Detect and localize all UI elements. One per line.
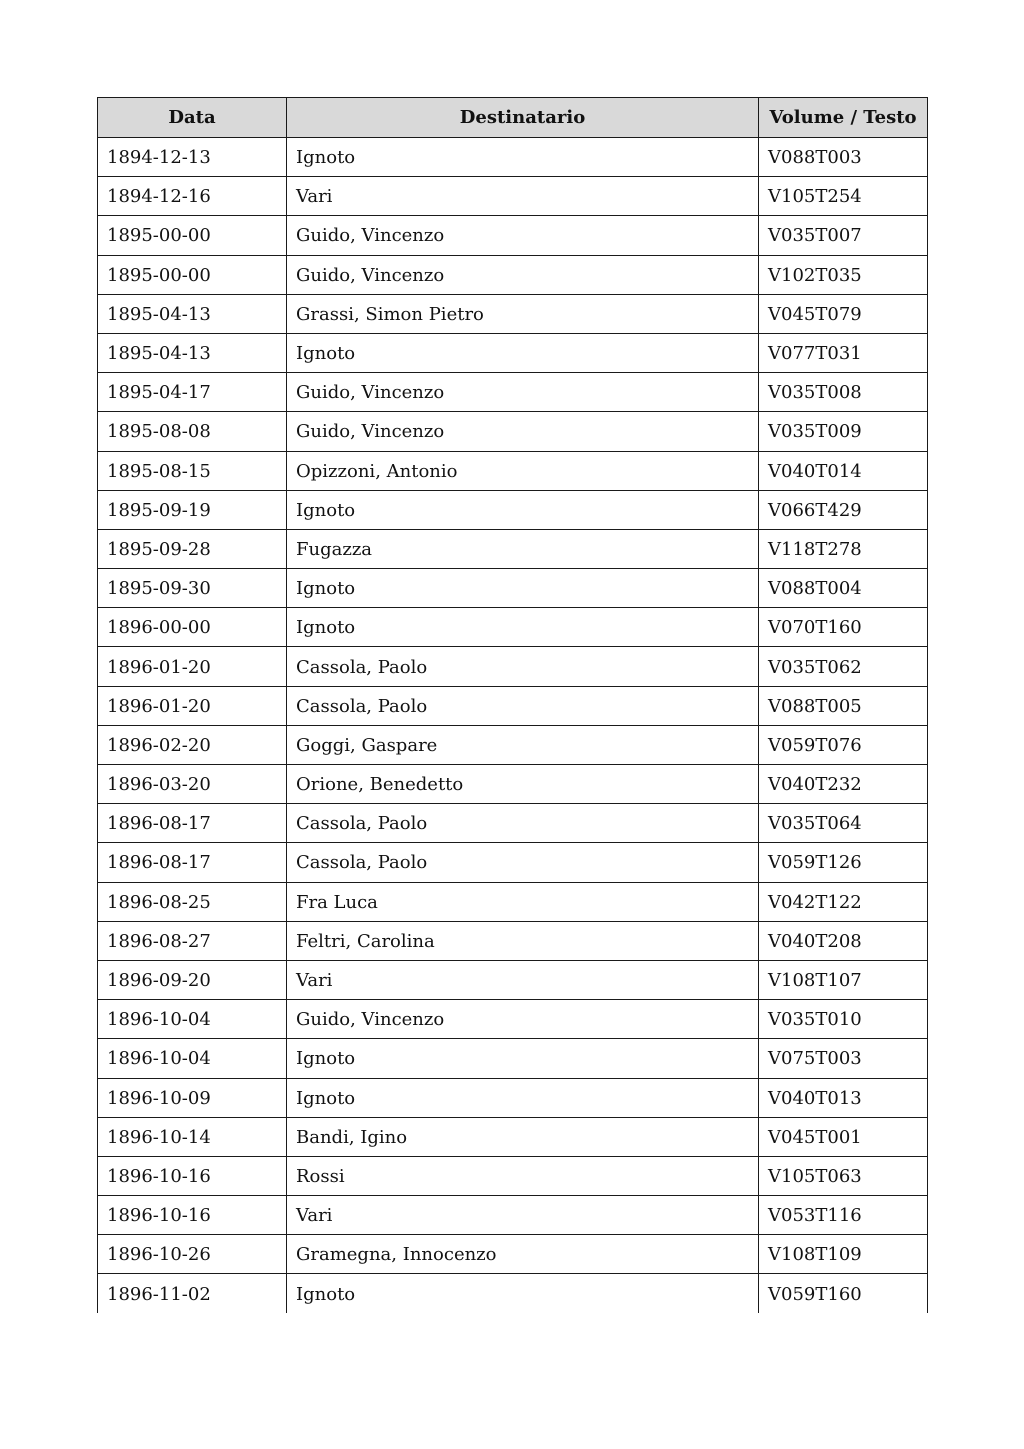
table-row (98, 1000, 928, 1039)
cell-date: 1896-01-20 (98, 686, 287, 725)
cell-volume-text: V053T116 (759, 1196, 928, 1235)
cell-volume-text: V108T109 (759, 1235, 928, 1274)
table-row (98, 294, 928, 333)
cell-recipient: Bandi, Igino (287, 1117, 759, 1156)
cell-recipient: Guido, Vincenzo (287, 216, 759, 255)
cell-recipient: Vari (287, 960, 759, 999)
cell-date: 1896-11-02 (98, 1274, 287, 1313)
cell-recipient: Guido, Vincenzo (287, 1000, 759, 1039)
cell-recipient: Fra Luca (287, 882, 759, 921)
table-row (98, 177, 928, 216)
cell-volume-text: V088T004 (759, 569, 928, 608)
cell-date: 1895-04-17 (98, 373, 287, 412)
cell-volume-text: V035T007 (759, 216, 928, 255)
cell-date: 1895-00-00 (98, 216, 287, 255)
table-row (98, 1274, 928, 1313)
cell-volume-text: V042T122 (759, 882, 928, 921)
cell-recipient: Grassi, Simon Pietro (287, 294, 759, 333)
cell-date: 1894-12-13 (98, 138, 287, 177)
cell-volume-text: V040T232 (759, 765, 928, 804)
table-row (98, 490, 928, 529)
table-row (98, 412, 928, 451)
cell-volume-text: V059T076 (759, 725, 928, 764)
cell-volume-text: V040T208 (759, 921, 928, 960)
header-date: Data (98, 98, 287, 138)
cell-volume-text: V108T107 (759, 960, 928, 999)
cell-date: 1895-09-28 (98, 529, 287, 568)
table-row (98, 960, 928, 999)
cell-volume-text: V105T254 (759, 177, 928, 216)
table-row (98, 569, 928, 608)
cell-date: 1896-08-17 (98, 843, 287, 882)
cell-volume-text: V040T014 (759, 451, 928, 490)
cell-date: 1896-01-20 (98, 647, 287, 686)
cell-volume-text: V070T160 (759, 608, 928, 647)
cell-date: 1896-10-16 (98, 1156, 287, 1195)
table-row (98, 921, 928, 960)
cell-date: 1896-02-20 (98, 725, 287, 764)
cell-volume-text: V075T003 (759, 1039, 928, 1078)
cell-date: 1896-09-20 (98, 960, 287, 999)
cell-date: 1895-00-00 (98, 255, 287, 294)
header-volume-text: Volume / Testo (759, 98, 928, 138)
cell-volume-text: V077T031 (759, 333, 928, 372)
cell-date: 1896-08-17 (98, 804, 287, 843)
cell-volume-text: V035T064 (759, 804, 928, 843)
cell-volume-text: V088T005 (759, 686, 928, 725)
table-row (98, 255, 928, 294)
cell-recipient: Vari (287, 1196, 759, 1235)
cell-volume-text: V035T009 (759, 412, 928, 451)
table-row (98, 333, 928, 372)
table-row (98, 1235, 928, 1274)
cell-date: 1896-10-16 (98, 1196, 287, 1235)
table-row (98, 765, 928, 804)
cell-date: 1896-00-00 (98, 608, 287, 647)
table-row (98, 608, 928, 647)
cell-date: 1896-03-20 (98, 765, 287, 804)
cell-date: 1895-08-15 (98, 451, 287, 490)
table-row (98, 647, 928, 686)
table-row (98, 843, 928, 882)
cell-date: 1895-04-13 (98, 294, 287, 333)
cell-recipient: Ignoto (287, 1274, 759, 1313)
cell-date: 1896-10-04 (98, 1039, 287, 1078)
letters-table (97, 97, 928, 1313)
cell-recipient: Cassola, Paolo (287, 843, 759, 882)
cell-volume-text: V088T003 (759, 138, 928, 177)
table-row (98, 216, 928, 255)
table-row (98, 138, 928, 177)
cell-recipient: Ignoto (287, 1039, 759, 1078)
cell-recipient: Ignoto (287, 1078, 759, 1117)
cell-recipient: Ignoto (287, 608, 759, 647)
cell-recipient: Vari (287, 177, 759, 216)
table-row (98, 725, 928, 764)
cell-recipient: Cassola, Paolo (287, 804, 759, 843)
cell-recipient: Guido, Vincenzo (287, 373, 759, 412)
cell-volume-text: V035T008 (759, 373, 928, 412)
cell-volume-text: V118T278 (759, 529, 928, 568)
cell-volume-text: V035T062 (759, 647, 928, 686)
cell-date: 1896-10-04 (98, 1000, 287, 1039)
table-row (98, 686, 928, 725)
table-row (98, 804, 928, 843)
cell-date: 1896-08-27 (98, 921, 287, 960)
cell-date: 1894-12-16 (98, 177, 287, 216)
cell-volume-text: V035T010 (759, 1000, 928, 1039)
cell-date: 1895-09-30 (98, 569, 287, 608)
cell-recipient: Guido, Vincenzo (287, 255, 759, 294)
cell-recipient: Orione, Benedetto (287, 765, 759, 804)
cell-recipient: Cassola, Paolo (287, 686, 759, 725)
table-body (98, 138, 928, 1314)
cell-volume-text: V105T063 (759, 1156, 928, 1195)
cell-recipient: Ignoto (287, 138, 759, 177)
table-row (98, 373, 928, 412)
cell-recipient: Gramegna, Innocenzo (287, 1235, 759, 1274)
table-row (98, 1117, 928, 1156)
cell-recipient: Ignoto (287, 569, 759, 608)
cell-date: 1895-08-08 (98, 412, 287, 451)
table-row (98, 1039, 928, 1078)
table-row (98, 451, 928, 490)
cell-date: 1896-08-25 (98, 882, 287, 921)
cell-recipient: Goggi, Gaspare (287, 725, 759, 764)
cell-volume-text: V066T429 (759, 490, 928, 529)
cell-volume-text: V059T126 (759, 843, 928, 882)
cell-volume-text: V059T160 (759, 1274, 928, 1313)
table-row (98, 1156, 928, 1195)
cell-date: 1895-09-19 (98, 490, 287, 529)
cell-date: 1895-04-13 (98, 333, 287, 372)
cell-volume-text: V045T001 (759, 1117, 928, 1156)
cell-recipient: Opizzoni, Antonio (287, 451, 759, 490)
cell-recipient: Rossi (287, 1156, 759, 1195)
cell-volume-text: V040T013 (759, 1078, 928, 1117)
cell-recipient: Ignoto (287, 490, 759, 529)
cell-volume-text: V045T079 (759, 294, 928, 333)
cell-recipient: Feltri, Carolina (287, 921, 759, 960)
cell-recipient: Guido, Vincenzo (287, 412, 759, 451)
table-row (98, 1078, 928, 1117)
cell-date: 1896-10-26 (98, 1235, 287, 1274)
cell-recipient: Cassola, Paolo (287, 647, 759, 686)
header-row (98, 98, 928, 138)
table-row (98, 1196, 928, 1235)
cell-recipient: Ignoto (287, 333, 759, 372)
table-row (98, 529, 928, 568)
cell-date: 1896-10-09 (98, 1078, 287, 1117)
header-recipient: Destinatario (287, 98, 759, 138)
cell-recipient: Fugazza (287, 529, 759, 568)
table-row (98, 882, 928, 921)
cell-date: 1896-10-14 (98, 1117, 287, 1156)
cell-volume-text: V102T035 (759, 255, 928, 294)
